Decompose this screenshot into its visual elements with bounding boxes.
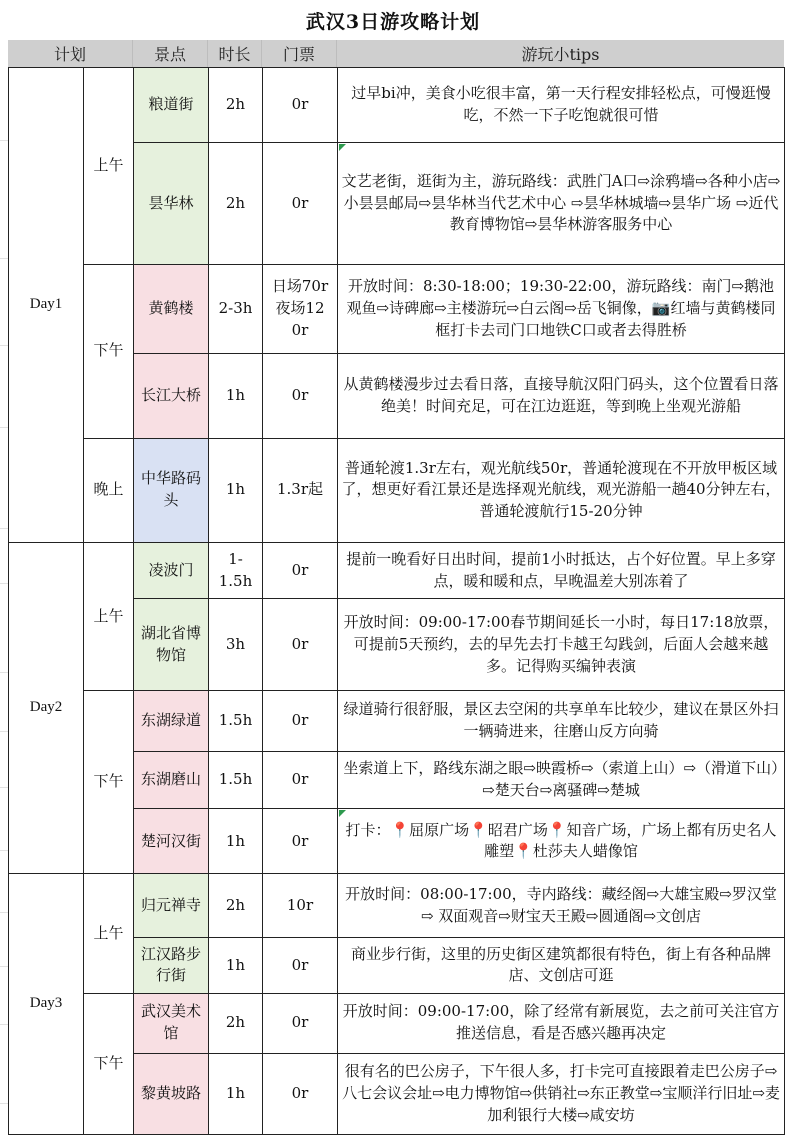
spot-cell: 江汉路步行街 xyxy=(134,938,209,994)
day-label: Day2 xyxy=(9,542,84,874)
spot-cell: 湖北省博物馆 xyxy=(134,599,209,691)
header-tips: 游玩小tips xyxy=(337,40,784,67)
period-label: 下午 xyxy=(84,264,134,438)
table-row xyxy=(9,691,785,752)
sheet-gridline xyxy=(0,345,8,346)
spot-cell: 东湖磨山 xyxy=(134,751,209,809)
tips-cell: 开放时间：08:00-17:00，寺内路线：藏经阁⇨大雄宝殿⇨罗汉堂⇨ 双面观音⇨财宝天王殿⇨圆通阁⇨文创店 xyxy=(338,874,785,938)
tips-cell: 开放时间：09:00-17:00春节期间延长一小时，每日17:18放票，可提前5天预约，去的早先去打卡越王勾践剑，后面人会越来越多。记得购买编钟表演 xyxy=(338,599,785,691)
ticket-cell: 0r xyxy=(263,68,338,143)
spot-cell: 昙华林 xyxy=(134,143,209,265)
tips-cell: 开放时间：09:00-17:00，除了经常有新展览，去之前可关注官方推送信息，看是否感兴趣再决定 xyxy=(338,993,785,1053)
spot-cell: 归元禅寺 xyxy=(134,874,209,938)
itinerary-table xyxy=(8,67,785,1135)
duration-cell: 1h xyxy=(209,809,263,874)
tips-cell: 过早bi冲，美食小吃很丰富，第一天行程安排轻松点，可慢逛慢吃，不然一下子吃饱就很可惜 xyxy=(338,68,785,143)
duration-cell: 2-3h xyxy=(209,264,263,354)
spot-cell: 中华路码头 xyxy=(134,438,209,542)
spot-cell: 东湖绿道 xyxy=(134,691,209,752)
sheet-gridline xyxy=(0,912,8,913)
header-spot: 景点 xyxy=(133,40,208,67)
spot-cell: 黄鹤楼 xyxy=(134,264,209,354)
sheet-gridline xyxy=(0,1024,8,1025)
table-row xyxy=(9,264,785,354)
sheet-gridline xyxy=(0,528,8,529)
period-label: 下午 xyxy=(84,993,134,1134)
duration-cell: 1-1.5h xyxy=(209,542,263,599)
duration-cell: 2h xyxy=(209,993,263,1053)
duration-cell: 2h xyxy=(209,874,263,938)
day-label: Day1 xyxy=(9,68,84,543)
page-title: 武汉3日游攻略计划 xyxy=(305,10,481,33)
duration-cell: 1h xyxy=(209,938,263,994)
ticket-cell: 10r xyxy=(263,874,338,938)
comment-marker-icon xyxy=(339,144,346,151)
tips-cell: 绿道骑行很舒服，景区去空闲的共享单车比较少，建议在景区外扫一辆骑进来，往磨山反方向骑 xyxy=(338,691,785,752)
ticket-cell: 0r xyxy=(263,691,338,752)
sheet-gridline xyxy=(0,966,8,967)
spot-cell: 粮道街 xyxy=(134,68,209,143)
tips-cell: 提前一晚看好日出时间，提前1小时抵达，占个好位置。早上多穿点，暖和暖和点，早晚温差大别冻着了 xyxy=(338,542,785,599)
ticket-cell: 0r xyxy=(263,993,338,1053)
sheet-gridline xyxy=(0,672,8,673)
table-row xyxy=(9,438,785,542)
ticket-cell: 日场70r夜场120r xyxy=(263,264,338,354)
header-plan: 计划 xyxy=(8,40,133,67)
spot-cell: 武汉美术馆 xyxy=(134,993,209,1053)
sheet-gridline xyxy=(0,850,8,851)
table-row xyxy=(9,542,785,599)
period-label: 下午 xyxy=(84,691,134,874)
header-ticket: 门票 xyxy=(262,40,337,67)
ticket-cell: 0r xyxy=(263,1053,338,1134)
spot-cell: 楚河汉街 xyxy=(134,809,209,874)
duration-cell: 2h xyxy=(209,143,263,265)
day-label: Day3 xyxy=(9,874,84,1135)
period-label: 晚上 xyxy=(84,438,134,542)
sheet-gridline xyxy=(0,787,8,788)
ticket-cell: 0r xyxy=(263,354,338,438)
ticket-cell: 1.3r起 xyxy=(263,438,338,542)
duration-cell: 1h xyxy=(209,1053,263,1134)
table-row xyxy=(9,874,785,938)
ticket-cell: 0r xyxy=(263,542,338,599)
spot-cell: 长江大桥 xyxy=(134,354,209,438)
sheet-gridline xyxy=(0,731,8,732)
duration-cell: 1h xyxy=(209,354,263,438)
sheet-gridline xyxy=(0,427,8,428)
table-row xyxy=(9,993,785,1053)
tips-cell: 打卡：📍屈原广场📍昭君广场📍知音广场，广场上都有历史名人雕塑📍杜莎夫人蜡像馆 xyxy=(338,809,785,874)
sheet-gridline xyxy=(0,258,8,259)
ticket-cell: 0r xyxy=(263,143,338,265)
spot-cell: 黎黄坡路 xyxy=(134,1053,209,1134)
tips-cell: 很有名的巴公房子，下午很人多，打卡完可直接跟着走巴公房子⇨八七会议会址⇨电力博物馆⇨供销社⇨东正教堂⇨宝顺洋行旧址⇨麦加利银行大楼⇨咸安坊 xyxy=(338,1053,785,1134)
duration-cell: 3h xyxy=(209,599,263,691)
tips-cell: 从黄鹤楼漫步过去看日落，直接导航汉阳门码头，这个位置看日落绝美！时间充足，可在江边逛逛，等到晚上坐观光游船 xyxy=(338,354,785,438)
duration-cell: 1.5h xyxy=(209,691,263,752)
spot-cell: 凌波门 xyxy=(134,542,209,599)
sheet-gridline xyxy=(0,140,8,141)
comment-marker-icon xyxy=(339,810,346,817)
duration-cell: 1h xyxy=(209,438,263,542)
period-label: 上午 xyxy=(84,874,134,993)
period-label: 上午 xyxy=(84,542,134,690)
tips-cell: 坐索道上下，路线东湖之眼⇨映霞桥⇨（索道上山）⇨（滑道下山）⇨楚天台⇨离骚碑⇨楚城 xyxy=(338,751,785,809)
ticket-cell: 0r xyxy=(263,938,338,994)
duration-cell: 2h xyxy=(209,68,263,143)
tips-cell: 文艺老街，逛街为主，游玩路线：武胜门A口⇨涂鸦墙⇨各种小店⇨小昙昙邮局⇨昙华林当代艺术中心 ⇨昙华林城墙⇨昙华广场 ⇨近代教育博物馆⇨昙华林游客服务中心 xyxy=(338,143,785,265)
tips-cell: 普通轮渡1.3r左右，观光航线50r，普通轮渡现在不开放甲板区域了，想更好看江景还是选择观光航线，观光游船一趟40分钟左右，普通轮渡航行15-20分钟 xyxy=(338,438,785,542)
ticket-cell: 0r xyxy=(263,599,338,691)
header-duration: 时长 xyxy=(208,40,262,67)
sheet-gridline xyxy=(0,583,8,584)
sheet-gridline xyxy=(0,1103,8,1104)
ticket-cell: 0r xyxy=(263,809,338,874)
table-row xyxy=(9,68,785,143)
period-label: 上午 xyxy=(84,68,134,265)
tips-cell: 商业步行街，这里的历史街区建筑都很有特色，街上有各种品牌店、文创店可逛 xyxy=(338,938,785,994)
duration-cell: 1.5h xyxy=(209,751,263,809)
tips-cell: 开放时间：8:30-18:00；19:30-22:00，游玩路线：南门⇨鹅池观鱼⇨诗碑廊⇨主楼游玩⇨白云阁⇨岳飞铜像，📷红墙与黄鹤楼同框打卡去司门口地铁C口或者去得胜桥 xyxy=(338,264,785,354)
ticket-cell: 0r xyxy=(263,751,338,809)
